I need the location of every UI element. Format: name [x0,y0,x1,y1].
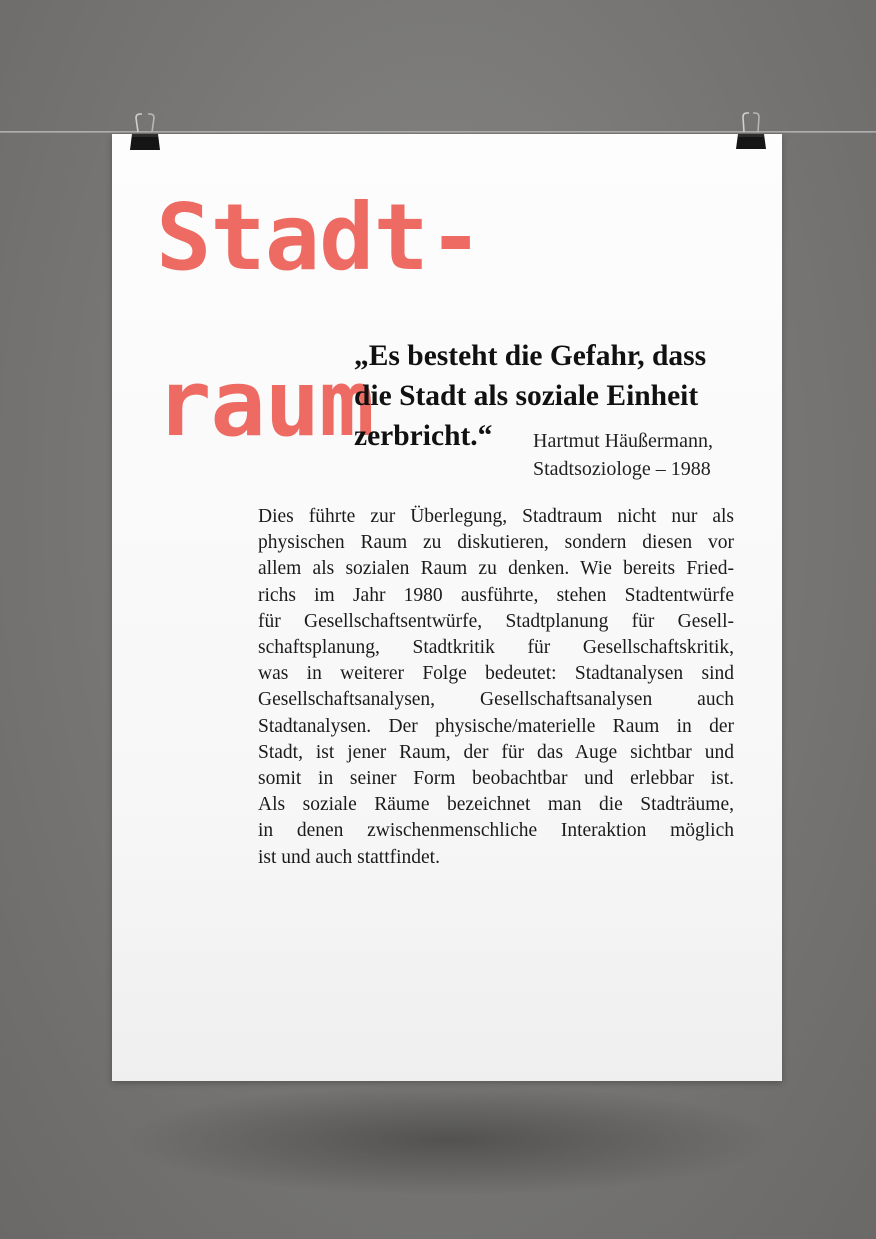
binder-clip-icon [734,110,768,150]
body-line: in denen zwischenmenschliche Interaktion möglich [258,820,734,842]
quote-line: zerbricht.“ [354,420,493,452]
body-line: ist und auch stattfindet. [258,846,440,868]
headline-line-1: Stadt- [156,184,483,291]
quote-line: „Es besteht die Gefahr, dass [354,340,707,372]
attribution-name: Hartmut Häußermann, [533,430,713,452]
quote-line: die Stadt als soziale Einheit [354,380,699,412]
body-line: Gesellschaftsanalysen, Gesellschaftsanalysen auch [258,689,734,711]
body-paragraph [258,504,734,871]
floor-shadow [130,1085,770,1195]
body-line: für Gesellschaftsentwürfe, Stadtplanung für Gesell- [258,610,734,632]
body-line: Als soziale Räume bezeichnet man die Stadträume, [258,794,734,816]
quote-attribution [533,427,713,483]
body-line: physischen Raum zu diskutieren, sondern diesen vor [258,532,734,554]
body-line: schaftsplanung, Stadtkritik für Gesellschaftskritik, [258,637,734,659]
body-line: allem als sozialen Raum zu denken. Wie bereits Fried- [258,558,734,580]
body-line: was in weiterer Folge bedeutet: Stadtanalysen sind [258,663,734,685]
body-line: Dies führte zur Überlegung, Stadtraum nicht nur als [258,506,734,527]
attribution-role: Stadtsoziologe – 1988 [533,458,711,480]
headline-line-2: raum [156,350,374,457]
poster-sheet [112,134,782,1081]
body-line: Stadt, ist jener Raum, der für das Auge sichtbar und [258,741,734,763]
body-line: Stadtanalysen. Der physische/materielle Raum in der [258,715,734,737]
body-line: richs im Jahr 1980 ausführte, stehen Stadtentwürfe [258,584,734,606]
binder-clip-icon [128,112,162,152]
body-line: somit in seiner Form beobachtbar und erlebbar ist. [258,768,734,790]
